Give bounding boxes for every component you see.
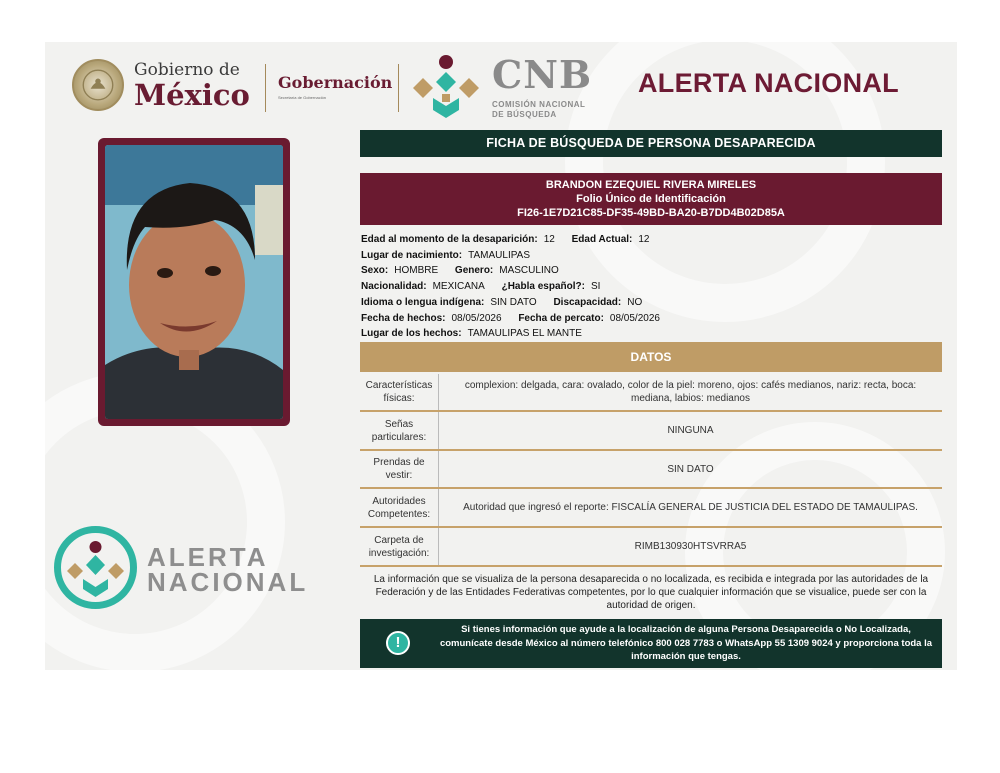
- gobernacion-label: Gobernación: [278, 73, 393, 92]
- autoridades-label: Autoridades Competentes:: [360, 489, 439, 526]
- alerta-nacional-emblem-icon: [53, 525, 138, 610]
- alert-icon: !: [386, 631, 410, 655]
- alerta-logo-line2: NACIONAL: [147, 567, 309, 597]
- cnb-label: CNB: [492, 52, 593, 97]
- sexo-label: Sexo:: [361, 265, 389, 277]
- habla-label: ¿Habla español?:: [501, 281, 585, 293]
- datos-title: DATOS: [360, 342, 942, 372]
- ficha-sheet: [45, 42, 957, 670]
- edad-desap-value: 12: [543, 234, 555, 245]
- fecha-percato-label: Fecha de percato:: [518, 312, 604, 324]
- carpeta-label: Carpeta de investigación:: [360, 528, 439, 565]
- senas-value: NINGUNA: [667, 425, 714, 436]
- alerta-nacional-title: ALERTA NACIONAL: [638, 68, 899, 98]
- discapacidad-label: Discapacidad:: [553, 296, 622, 308]
- carpeta-value: RIMB130930HTSVRRA5: [634, 541, 747, 552]
- cnb-emblem-icon: [411, 50, 481, 122]
- detail-row: [361, 326, 941, 342]
- sexo-value: HOMBRE: [394, 265, 439, 277]
- header-divider: [398, 64, 399, 112]
- idioma-value: SIN DATO: [490, 296, 537, 308]
- nacionalidad-value: MEXICANA: [432, 281, 485, 293]
- header: [45, 42, 957, 130]
- folio-value: FI26-1E7D21C85-DF35-49BD-BA20-B7DD4B02D85A: [517, 207, 785, 219]
- idioma-label: Idioma o lengua indígena:: [361, 296, 485, 308]
- fecha-percato-value: 08/05/2026: [609, 312, 660, 324]
- disclaimer-text: La información que se visualiza de la persona desaparecida o no localizada, es recibida e integrada por las autoridades de la Federación y de las Entidades Federativas competentes, por lo que cualquier información que se visualice, puede ser con la autoridad de origen.: [373, 574, 929, 611]
- habla-value: SI: [590, 281, 601, 293]
- datos-table: [360, 374, 942, 567]
- table-row: [360, 374, 942, 412]
- contact-info-bar: [360, 619, 942, 668]
- prendas-label: Prendas de vestir:: [360, 451, 439, 487]
- edad-actual-value: 12: [638, 234, 650, 245]
- detail-row: [361, 279, 941, 295]
- lugar-hechos-value: TAMAULIPAS EL MANTE: [467, 328, 582, 340]
- discapacidad-value: NO: [627, 296, 643, 308]
- alerta-logo-line1: ALERTA: [147, 542, 269, 572]
- genero-label: Genero:: [454, 265, 494, 277]
- fecha-hechos-label: Fecha de hechos:: [361, 312, 446, 324]
- contact-info-message: Si tienes información que ayude a la localización de alguna Persona Desaparecida o No Localizada, comunícate desde México al número telefónico 800 028 7783 o WhatsApp 55 1309 9024 y proporciona toda la información que tengas.: [439, 624, 933, 662]
- senas-label: Señas particulares:: [360, 412, 439, 449]
- genero-value: MASCULINO: [499, 265, 559, 277]
- header-divider: [265, 64, 266, 112]
- person-photo-image: [105, 145, 283, 419]
- mexico-label: México: [134, 78, 250, 112]
- cnb-line1: COMISIÓN NACIONAL: [492, 100, 586, 109]
- cnb-line2: DE BÚSQUEDA: [492, 110, 557, 119]
- cnb-logo: [492, 52, 593, 120]
- person-photo: [98, 138, 290, 426]
- prendas-value: SIN DATO: [667, 463, 714, 475]
- fecha-hechos-value: 08/05/2026: [451, 312, 502, 324]
- ficha-title: FICHA DE BÚSQUEDA DE PERSONA DESAPARECIDA: [360, 130, 942, 157]
- detail-row: [361, 295, 941, 311]
- caracteristicas-label: Características físicas:: [360, 374, 439, 410]
- lugar-nac-value: TAMAULIPAS: [468, 249, 530, 261]
- gobernacion-logo: [278, 73, 392, 100]
- mexico-seal-icon: [72, 59, 124, 111]
- gobierno-label: Gobierno de: [134, 60, 240, 80]
- person-details: [361, 232, 941, 342]
- person-name-block: [360, 173, 942, 225]
- table-row: [360, 412, 942, 451]
- table-row: [360, 528, 942, 567]
- person-name: BRANDON EZEQUIEL RIVERA MIRELES: [545, 179, 757, 191]
- detail-row: [361, 311, 941, 327]
- caracteristicas-value: complexion: delgada, cara: ovalado, color de la piel: moreno, ojos: cafés medianos, nariz: recta, boca: mediana, labios: medianos: [464, 380, 917, 404]
- detail-row: [361, 263, 941, 279]
- lugar-nac-label: Lugar de nacimiento:: [361, 249, 463, 261]
- alerta-nacional-logo-text: [147, 542, 309, 597]
- gobierno-de-mexico-logo: [134, 62, 250, 110]
- edad-desap-label: Edad al momento de la desaparición:: [361, 234, 538, 245]
- autoridades-value: Autoridad que ingresó el reporte: FISCALÍA GENERAL DE JUSTICIA DEL ESTADO DE TAMAULIPAS.: [463, 502, 918, 513]
- gobernacion-sublabel: Secretaría de Gobernación: [278, 95, 327, 100]
- edad-actual-label: Edad Actual:: [571, 234, 633, 245]
- table-row: [360, 451, 942, 489]
- lugar-hechos-label: Lugar de los hechos:: [361, 328, 462, 340]
- folio-label: Folio Único de Identificación: [576, 193, 726, 205]
- detail-row: [361, 248, 941, 264]
- table-row: [360, 489, 942, 528]
- nacionalidad-label: Nacionalidad:: [361, 281, 427, 293]
- detail-row: [361, 232, 941, 248]
